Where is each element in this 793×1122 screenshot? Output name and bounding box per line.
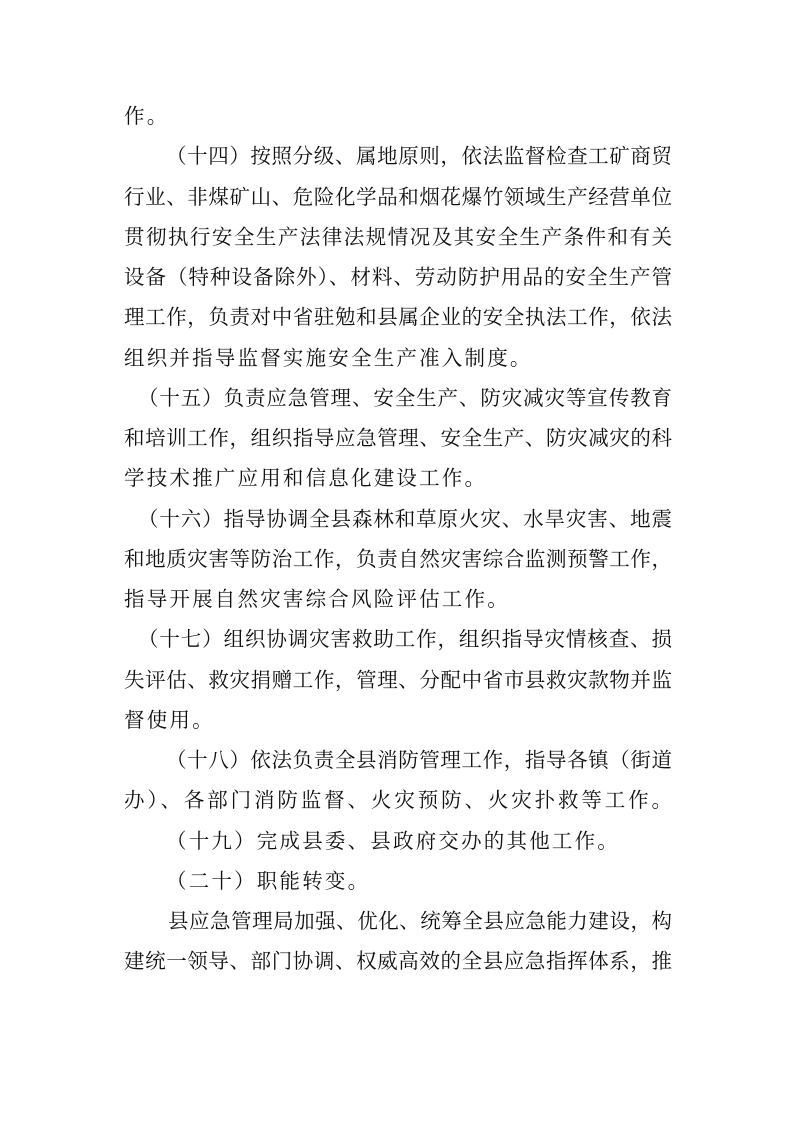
text-line: 贯彻执行安全生产法律法规情况及其安全生产条件和有关 bbox=[124, 224, 672, 249]
text-line: 行业、非煤矿山、危险化学品和烟花爆竹领域生产经营单位 bbox=[124, 184, 672, 209]
document-body bbox=[124, 96, 672, 982]
text-line: 督使用。 bbox=[124, 707, 215, 732]
text-line: 办）、各部门消防监督、火灾预防、火灾扑救等工作。 bbox=[124, 788, 672, 813]
text-line: （十七）组织协调灾害救助工作，组织指导灾情核查、损 bbox=[138, 627, 672, 652]
text-line: 和培训工作，组织指导应急管理、安全生产、防灾减灾的科 bbox=[124, 426, 672, 450]
text-line: （二十）职能转变。 bbox=[166, 868, 371, 893]
text-line: 指导开展自然灾害综合风险评估工作。 bbox=[124, 587, 510, 611]
text-line: 设备（特种设备除外）、材料、劳动防护用品的安全生产管 bbox=[124, 265, 672, 289]
text-line: （十五）负责应急管理、安全生产、防灾减灾等宣传教育 bbox=[138, 385, 672, 410]
text-line: 学技术推广应用和信息化建设工作。 bbox=[124, 466, 488, 491]
text-line: 和地质灾害等防治工作，负责自然灾害综合监测预警工作， bbox=[124, 546, 672, 571]
text-line: （十六）指导协调全县森林和草原火灾、水旱灾害、地震 bbox=[138, 506, 672, 531]
text-line: 县应急管理局加强、优化、统筹全县应急能力建设，构 bbox=[168, 909, 672, 933]
text-line: （十九）完成县委、县政府交办的其他工作。 bbox=[166, 828, 620, 853]
text-line: 作。 bbox=[124, 104, 170, 128]
text-line: 组织并指导监督实施安全生产准入制度。 bbox=[124, 345, 533, 370]
text-line: 失评估、救灾捐赠工作，管理、分配中省市县救灾款物并监 bbox=[124, 667, 672, 692]
text-line: 建统一领导、部门协调、权威高效的全县应急指挥体系，推 bbox=[124, 949, 672, 974]
text-line: （十八）依法负责全县消防管理工作，指导各镇（街道 bbox=[166, 748, 672, 772]
text-line: （十四）按照分级、属地原则，依法监督检查工矿商贸 bbox=[166, 144, 672, 169]
text-line: 理工作，负责对中省驻勉和县属企业的安全执法工作，依法 bbox=[124, 305, 672, 330]
